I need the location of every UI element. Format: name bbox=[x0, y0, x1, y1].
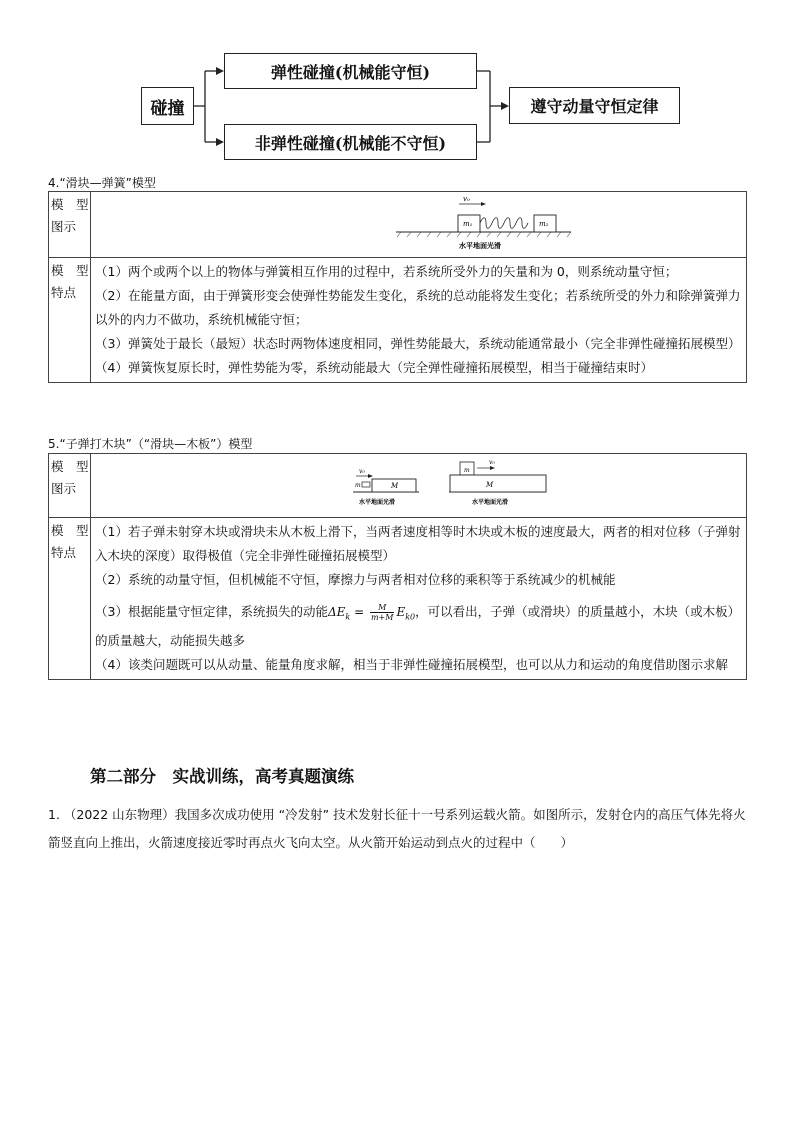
m2-label: m₂ bbox=[539, 220, 549, 228]
feature-point: （2）系统的动量守恒，但机械能不守恒，摩擦力与两者相对位移的乘积等于系统减少的机械能 bbox=[95, 572, 616, 587]
m-label-right: m bbox=[464, 467, 470, 474]
v0-label-right: v₀ bbox=[489, 459, 495, 466]
point3-text-post: ，可以看出，子弹（或滑块）的质量越小，木块（或木板）的质量越大，动能损失越多 bbox=[95, 604, 741, 649]
formula-eq: = bbox=[350, 605, 368, 619]
formula-lhs-sub: k bbox=[345, 612, 351, 622]
section5-features-row bbox=[49, 518, 747, 680]
section4-figure-label bbox=[49, 192, 91, 258]
label-line: 图示 bbox=[51, 219, 77, 234]
formula-lhs: ΔE bbox=[327, 605, 346, 619]
elastic-collision-box: 弹性碰撞(机械能守恒) bbox=[224, 53, 477, 89]
energy-loss-formula bbox=[327, 603, 416, 622]
formula-rhs-sub: k0 bbox=[405, 612, 416, 622]
point3-text: （3）根据能量守恒定律，系统损失的动能 bbox=[95, 604, 328, 619]
section5-figure-cell bbox=[91, 454, 747, 518]
formula-rhs: E bbox=[396, 605, 406, 619]
label-line: 特点 bbox=[51, 285, 77, 300]
section4-figure-row bbox=[49, 192, 747, 258]
m-label-left: m bbox=[355, 482, 361, 489]
collision-box: 碰撞 bbox=[141, 87, 194, 125]
figure-caption: 水平地面光滑 bbox=[459, 241, 501, 250]
fraction-numerator: M bbox=[370, 603, 394, 613]
label-line: 模 型 bbox=[51, 523, 89, 538]
label-line: 图示 bbox=[51, 481, 77, 496]
section5-table bbox=[48, 453, 747, 680]
label-line: 模 型 bbox=[51, 197, 89, 212]
feature-point: （2）在能量方面，由于弹簧形变会使弹性势能发生变化，系统的总动能将发生变化；若系统所受的外力和除弹簧弹力以外的内力不做功，系统机械能守恒； bbox=[95, 288, 741, 327]
m1-label: m₁ bbox=[463, 220, 473, 228]
section5-features-label bbox=[49, 518, 91, 680]
feature-point-formula bbox=[95, 600, 742, 653]
section5-features bbox=[91, 518, 747, 680]
feature-point: （1）两个或两个以上的物体与弹簧相互作用的过程中，若系统所受外力的矢量和为 0，则系统动量守恒； bbox=[95, 264, 678, 279]
formula-fraction bbox=[370, 603, 394, 622]
feature-point: （4）弹簧恢复原长时，弹性势能为零，系统动能最大（完全弹性碰撞拓展模型，相当于碰撞结束时） bbox=[95, 360, 653, 375]
fraction-denominator: m+M bbox=[370, 613, 394, 622]
bullet bbox=[362, 482, 370, 487]
section4-figure-cell bbox=[91, 192, 747, 258]
v0-label: v₀ bbox=[463, 195, 470, 203]
label-line: 模 型 bbox=[51, 263, 89, 278]
v0-label-left: v₀ bbox=[359, 468, 365, 475]
section5-title: 5.“子弹打木块”（“滑块—木板”）模型 bbox=[48, 437, 253, 451]
M-label-left: M bbox=[391, 482, 399, 490]
section4-features-row bbox=[49, 258, 747, 383]
feature-point: （4）该类问题既可以从动量、能量角度求解，相当于非弹性碰撞拓展模型，也可以从力和运动的角度借助图示求解 bbox=[95, 657, 728, 673]
section4-title: 4.“滑块—弹簧”模型 bbox=[48, 176, 156, 190]
section4-features bbox=[91, 258, 747, 383]
part2-heading: 第二部分 实战训练，高考真题演练 bbox=[90, 767, 354, 786]
inelastic-collision-box: 非弹性碰撞(机械能不守恒) bbox=[224, 124, 477, 160]
section5-figure-label bbox=[49, 454, 91, 518]
figure-caption-left: 水平地面光滑 bbox=[359, 499, 396, 506]
feature-point: （3）弹簧处于最长（最短）状态时两物体速度相同，弹性势能最大，系统动能通常最小（完全非弹性碰撞拓展模型） bbox=[95, 336, 741, 351]
label-line: 特点 bbox=[51, 545, 77, 560]
figure-caption-right: 水平地面光滑 bbox=[472, 499, 509, 506]
label-line: 模 型 bbox=[51, 459, 89, 474]
spring bbox=[480, 218, 528, 229]
section4-table bbox=[48, 191, 747, 383]
momentum-conservation-box: 遵守动量守恒定律 bbox=[509, 87, 680, 124]
section4-features-label bbox=[49, 258, 91, 383]
bullet-block-figures bbox=[91, 454, 746, 514]
question-1: 1. （2022 山东物理）我国多次成功使用 “冷发射” 技术发射长征十一号系列运载火箭。如图所示，发射仓内的高压气体先将火箭竖直向上推出，火箭速度接近零时再点火飞向太空。从火箭开始运动到点火的过程中（ ） bbox=[48, 807, 746, 850]
M-label-right: M bbox=[486, 481, 494, 489]
block-spring-figure bbox=[91, 192, 746, 254]
section5-figure-row bbox=[49, 454, 747, 518]
feature-point: （1）若子弹未射穿木块或滑块未从木板上滑下，当两者速度相等时木块或木板的速度最大，两者的相对位移（子弹射入木块的深度）取得极值（完全非弹性碰撞拓展模型） bbox=[95, 524, 741, 563]
